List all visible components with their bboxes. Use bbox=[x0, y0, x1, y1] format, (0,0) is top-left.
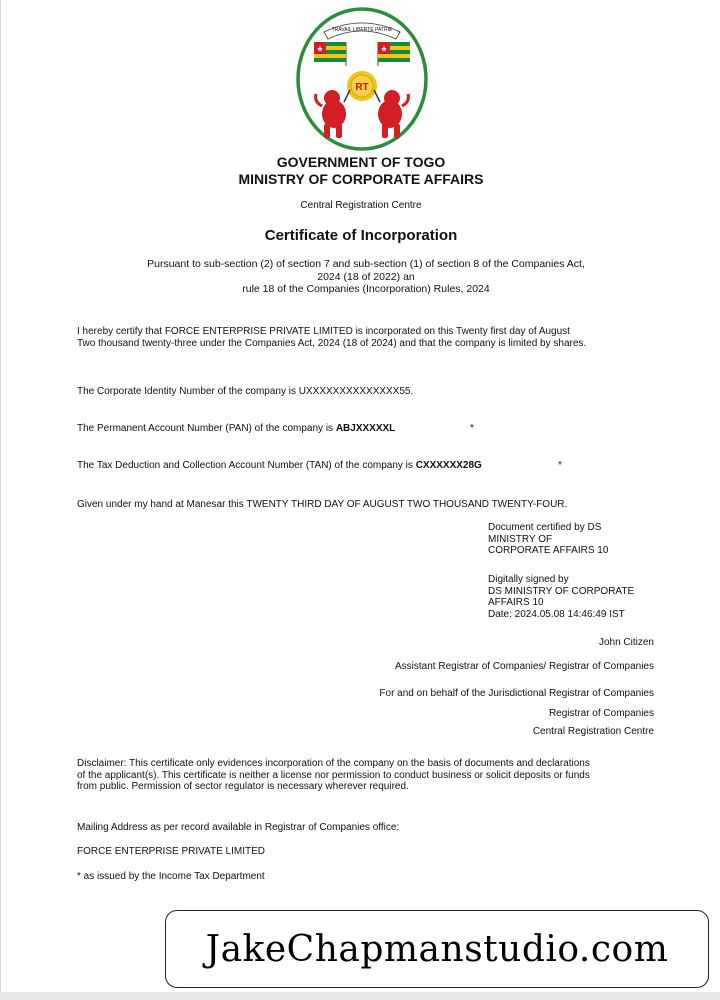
signed-line-1: Digitally signed by bbox=[488, 574, 569, 585]
left-flag-icon bbox=[314, 42, 346, 62]
disclaimer-line-3: from public. Permission of sector regulator is necessary wherever required. bbox=[77, 781, 409, 792]
given-statement: Given under my hand at Manesar this TWENTY THIRD DAY OF AUGUST TWO THOUSAND TWENTY-FOUR. bbox=[77, 499, 568, 510]
watermark-text: JakeChapmanstudio.com bbox=[205, 928, 669, 970]
signatory-name: John Citizen bbox=[598, 637, 654, 648]
registration-centre-label: Central Registration Centre bbox=[300, 200, 422, 211]
mailing-company-name: FORCE ENTERPRISE PRIVATE LIMITED bbox=[77, 846, 265, 857]
pursuant-line-3: rule 18 of the Companies (Incorporation) Rules, 2024 bbox=[242, 283, 490, 295]
certification-statement bbox=[77, 326, 677, 350]
rt-shield-icon bbox=[347, 71, 377, 101]
tan-value: CXXXXXX28G bbox=[415, 460, 482, 471]
pursuant-line-1: Pursuant to sub-section (2) of section 7 and sub-section (1) of section 8 of the Companies Act, bbox=[147, 258, 585, 270]
tan-asterisk: * bbox=[558, 460, 562, 471]
svg-text:★: ★ bbox=[316, 44, 324, 54]
tan-statement bbox=[77, 460, 677, 472]
emblem-motto: TRAVAIL LIBERTÉ PATRIE bbox=[331, 27, 393, 33]
ministry-heading: MINISTRY OF CORPORATE AFFAIRS bbox=[238, 171, 484, 187]
pan-value: ABJXXXXXL bbox=[335, 423, 396, 434]
page-bottom-edge bbox=[0, 992, 720, 1000]
income-tax-note: * as issued by the Income Tax Department bbox=[77, 871, 265, 882]
certification-block bbox=[488, 522, 688, 557]
certified-line-2: MINISTRY OF bbox=[488, 533, 553, 545]
certified-line-1: Document certified by DS bbox=[488, 522, 602, 533]
registration-centre-line: Central Registration Centre bbox=[532, 726, 654, 737]
signed-line-2: DS MINISTRY OF CORPORATE bbox=[488, 585, 635, 597]
certify-line-2: Two thousand twenty-three under the Companies Act, 2024 (18 of 2024) and that the company is limited by shares. bbox=[77, 338, 587, 349]
signed-date: Date: 2024.05.08 14:46:49 IST bbox=[488, 608, 625, 620]
right-flag-icon bbox=[378, 42, 410, 62]
pursuant-clause bbox=[101, 258, 631, 296]
signed-line-3: AFFAIRS 10 bbox=[488, 597, 544, 608]
government-heading: GOVERNMENT OF TOGO bbox=[276, 154, 446, 170]
togo-coat-of-arms-emblem bbox=[294, 6, 430, 152]
cin-statement: The Corporate Identity Number of the company is UXXXXXXXXXXXXXX55. bbox=[77, 386, 414, 397]
behalf-line: For and on behalf of the Jurisdictional Registrar of Companies bbox=[379, 688, 654, 699]
pan-statement bbox=[77, 423, 677, 435]
pan-asterisk: * bbox=[470, 423, 474, 434]
certify-line-1: I hereby certify that FORCE ENTERPRISE PRIVATE LIMITED is incorporated on this Twenty first day of August bbox=[77, 326, 570, 337]
emblem-monogram: RT bbox=[355, 82, 369, 93]
mailing-address-label: Mailing Address as per record available in Registrar of Companies office: bbox=[77, 822, 400, 833]
digital-signature-block bbox=[488, 574, 688, 620]
disclaimer bbox=[77, 758, 657, 793]
certificate-title: Certificate of Incorporation bbox=[264, 227, 458, 244]
certified-line-3: CORPORATE AFFAIRS 10 bbox=[488, 545, 609, 556]
registrar-line: Registrar of Companies bbox=[548, 708, 654, 719]
disclaimer-line-2: of the applicant(s). This certificate is neither a license nor permission to conduct business or solicit deposits or funds bbox=[77, 769, 590, 781]
watermark-box bbox=[165, 910, 709, 988]
disclaimer-line-1: Disclaimer: This certificate only evidences incorporation of the company on the basis of documents and declarations bbox=[77, 758, 590, 769]
signatory-role: Assistant Registrar of Companies/ Registrar of Companies bbox=[395, 661, 654, 672]
pursuant-line-2: 2024 (18 of 2022) an bbox=[317, 270, 415, 283]
svg-text:★: ★ bbox=[380, 44, 388, 54]
pan-label: The Permanent Account Number (PAN) of the company is bbox=[77, 423, 336, 434]
tan-label: The Tax Deduction and Collection Account Number (TAN) of the company is bbox=[77, 460, 416, 471]
